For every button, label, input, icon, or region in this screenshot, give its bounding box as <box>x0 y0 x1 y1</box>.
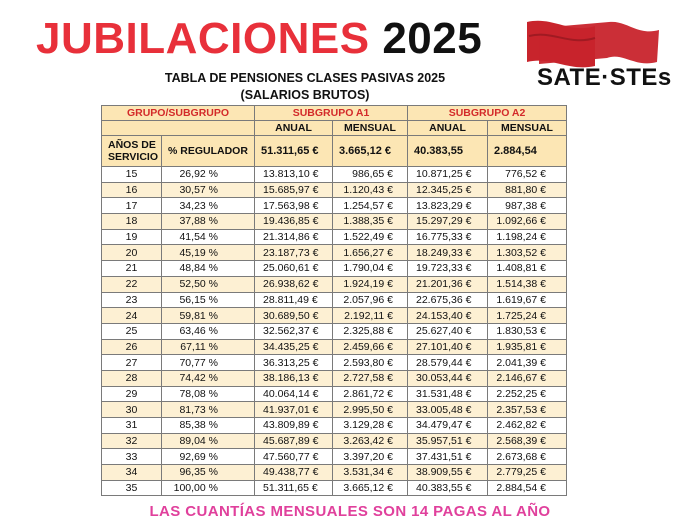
years-cell: 29 <box>102 386 162 402</box>
years-cell: 27 <box>102 355 162 371</box>
regulator-cell: 37,88 % <box>162 214 255 230</box>
pensions-table <box>101 105 567 496</box>
a1-monthly-cell: 2.459,66 € <box>333 339 408 355</box>
years-cell: 32 <box>102 433 162 449</box>
a2-monthly-cell: 2.568,39 € <box>488 433 567 449</box>
blank-cell <box>102 121 255 136</box>
years-cell: 21 <box>102 261 162 277</box>
a1-annual-cell: 21.314,86 € <box>255 229 333 245</box>
years-cell: 35 <box>102 480 162 496</box>
a2-annual-cell: 19.723,33 € <box>408 261 488 277</box>
a1-annual-cell: 26.938,62 € <box>255 276 333 292</box>
years-cell: 33 <box>102 449 162 465</box>
a1-header: SUBGRUPO A1 <box>255 106 408 121</box>
a1-monthly-cell: 1.790,04 € <box>333 261 408 277</box>
a1-monthly-cell: 1.388,35 € <box>333 214 408 230</box>
a2-monthly-cell: 1.408,81 € <box>488 261 567 277</box>
regulator-cell: 74,42 % <box>162 370 255 386</box>
a1-annual-cell: 19.436,85 € <box>255 214 333 230</box>
regulator-cell: 78,08 % <box>162 386 255 402</box>
a1-annual-cell: 32.562,37 € <box>255 323 333 339</box>
table-row <box>102 245 567 261</box>
table-row <box>102 276 567 292</box>
regulator-cell: 56,15 % <box>162 292 255 308</box>
regulator-cell: 48,84 % <box>162 261 255 277</box>
years-cell: 31 <box>102 418 162 434</box>
table-row <box>102 433 567 449</box>
years-cell: 28 <box>102 370 162 386</box>
a1-monthly-cell: 986,65 € <box>333 167 408 183</box>
a1-monthly-cell: 2.727,58 € <box>333 370 408 386</box>
a2-annual-cell: 18.249,33 € <box>408 245 488 261</box>
a2-annual-cell: 31.531,48 € <box>408 386 488 402</box>
a2-monthly-header: MENSUAL <box>488 121 567 136</box>
regulator-cell: 26,92 % <box>162 167 255 183</box>
a2-monthly-cell: 2.041,39 € <box>488 355 567 371</box>
a1-annual-cell: 41.937,01 € <box>255 402 333 418</box>
regulator-cell: 59,81 % <box>162 308 255 324</box>
a2-monthly-cell: 1.935,81 € <box>488 339 567 355</box>
a1-annual-header: ANUAL <box>255 121 333 136</box>
years-cell: 18 <box>102 214 162 230</box>
years-cell: 16 <box>102 182 162 198</box>
a1-monthly-cell: 1.924,19 € <box>333 276 408 292</box>
a1-monthly-cell: 2.995,50 € <box>333 402 408 418</box>
footer-note: LAS CUANTÍAS MENSUALES SON 14 PAGAS AL AÑO <box>149 503 551 520</box>
a2-header: SUBGRUPO A2 <box>408 106 567 121</box>
table-row <box>102 370 567 386</box>
table-row <box>102 182 567 198</box>
a1-annual-cell: 38.186,13 € <box>255 370 333 386</box>
period-header-row <box>102 121 567 136</box>
a2-monthly-cell: 1.619,67 € <box>488 292 567 308</box>
a1-monthly-cell: 2.861,72 € <box>333 386 408 402</box>
a2-monthly-cell: 1.092,66 € <box>488 214 567 230</box>
a2-monthly-cell: 2.462,82 € <box>488 418 567 434</box>
table-row <box>102 323 567 339</box>
a1-annual-cell: 36.313,25 € <box>255 355 333 371</box>
a2-annual-cell: 12.345,25 € <box>408 182 488 198</box>
a1-annual-cell: 25.060,61 € <box>255 261 333 277</box>
table-row <box>102 308 567 324</box>
years-cell: 17 <box>102 198 162 214</box>
a2-monthly-cell: 2.252,25 € <box>488 386 567 402</box>
years-header-line1: AÑOS DE <box>108 139 156 151</box>
a2-monthly-cell: 987,38 € <box>488 198 567 214</box>
regulator-cell: 63,46 % <box>162 323 255 339</box>
table-row <box>102 339 567 355</box>
a1-monthly-cell: 2.593,80 € <box>333 355 408 371</box>
base-a2-monthly: 2.884,54 <box>488 136 567 167</box>
logo-text: SATE·STEs <box>537 64 672 91</box>
a1-monthly-cell: 3.397,20 € <box>333 449 408 465</box>
a1-monthly-cell: 3.263,42 € <box>333 433 408 449</box>
a1-monthly-cell: 3.129,28 € <box>333 418 408 434</box>
base-a1-monthly: 3.665,12 € <box>333 136 408 167</box>
a1-annual-cell: 40.064,14 € <box>255 386 333 402</box>
a2-annual-cell: 21.201,36 € <box>408 276 488 292</box>
a2-monthly-cell: 1.725,24 € <box>488 308 567 324</box>
table-subtitle: (SALARIOS BRUTOS) <box>240 88 370 102</box>
years-cell: 24 <box>102 308 162 324</box>
a2-annual-cell: 25.627,40 € <box>408 323 488 339</box>
years-cell: 22 <box>102 276 162 292</box>
table-row <box>102 229 567 245</box>
base-a2-annual: 40.383,55 <box>408 136 488 167</box>
a1-annual-cell: 28.811,49 € <box>255 292 333 308</box>
regulator-cell: 81,73 % <box>162 402 255 418</box>
a1-monthly-cell: 3.531,34 € <box>333 465 408 481</box>
group-header: GRUPO/SUBGRUPO <box>102 106 255 121</box>
table-row <box>102 402 567 418</box>
a2-monthly-cell: 2.673,68 € <box>488 449 567 465</box>
a2-monthly-cell: 2.884,54 € <box>488 480 567 496</box>
a1-monthly-cell: 2.192,11 € <box>333 308 408 324</box>
sate-stes-logo <box>523 18 673 93</box>
a1-annual-cell: 43.809,89 € <box>255 418 333 434</box>
a1-monthly-cell: 2.057,96 € <box>333 292 408 308</box>
a2-monthly-cell: 2.357,53 € <box>488 402 567 418</box>
a1-annual-cell: 13.813,10 € <box>255 167 333 183</box>
a1-monthly-cell: 1.254,57 € <box>333 198 408 214</box>
regulator-cell: 70,77 % <box>162 355 255 371</box>
a1-annual-cell: 49.438,77 € <box>255 465 333 481</box>
years-header <box>102 136 162 167</box>
base-row <box>102 136 567 167</box>
a2-monthly-cell: 881,80 € <box>488 182 567 198</box>
a2-monthly-cell: 2.146,67 € <box>488 370 567 386</box>
years-header-line2: SERVICIO <box>108 151 158 163</box>
a2-annual-cell: 27.101,40 € <box>408 339 488 355</box>
table-row <box>102 214 567 230</box>
regulator-cell: 85,38 % <box>162 418 255 434</box>
table-row <box>102 167 567 183</box>
a2-annual-cell: 33.005,48 € <box>408 402 488 418</box>
a1-annual-cell: 17.563,98 € <box>255 198 333 214</box>
table-row <box>102 261 567 277</box>
table-row <box>102 418 567 434</box>
years-cell: 15 <box>102 167 162 183</box>
a1-annual-cell: 23.187,73 € <box>255 245 333 261</box>
table-row <box>102 292 567 308</box>
regulator-cell: 92,69 % <box>162 449 255 465</box>
a1-annual-cell: 15.685,97 € <box>255 182 333 198</box>
a2-monthly-cell: 1.198,24 € <box>488 229 567 245</box>
regulator-cell: 52,50 % <box>162 276 255 292</box>
a2-annual-cell: 10.871,25 € <box>408 167 488 183</box>
a2-annual-cell: 22.675,36 € <box>408 292 488 308</box>
regulator-cell: 67,11 % <box>162 339 255 355</box>
years-cell: 23 <box>102 292 162 308</box>
a1-annual-cell: 47.560,77 € <box>255 449 333 465</box>
a2-monthly-cell: 2.779,25 € <box>488 465 567 481</box>
a2-annual-cell: 35.957,51 € <box>408 433 488 449</box>
a2-monthly-cell: 1.830,53 € <box>488 323 567 339</box>
group-header-row <box>102 106 567 121</box>
table-row <box>102 386 567 402</box>
a1-annual-cell: 51.311,65 € <box>255 480 333 496</box>
table-row <box>102 355 567 371</box>
a1-monthly-cell: 1.522,49 € <box>333 229 408 245</box>
regulator-cell: 89,04 % <box>162 433 255 449</box>
years-cell: 30 <box>102 402 162 418</box>
regulator-cell: 41,54 % <box>162 229 255 245</box>
a1-monthly-cell: 1.120,43 € <box>333 182 408 198</box>
a1-annual-cell: 34.435,25 € <box>255 339 333 355</box>
a2-annual-cell: 34.479,47 € <box>408 418 488 434</box>
a2-annual-cell: 38.909,55 € <box>408 465 488 481</box>
regulator-cell: 34,23 % <box>162 198 255 214</box>
years-cell: 20 <box>102 245 162 261</box>
a2-annual-cell: 37.431,51 € <box>408 449 488 465</box>
regulator-cell: 45,19 % <box>162 245 255 261</box>
a1-annual-cell: 45.687,89 € <box>255 433 333 449</box>
years-cell: 19 <box>102 229 162 245</box>
table-row <box>102 480 567 496</box>
table-row <box>102 465 567 481</box>
a2-monthly-cell: 1.514,38 € <box>488 276 567 292</box>
a1-monthly-cell: 2.325,88 € <box>333 323 408 339</box>
years-cell: 26 <box>102 339 162 355</box>
title-year: 2025 <box>382 14 483 63</box>
table-title: TABLA DE PENSIONES CLASES PASIVAS 2025 <box>164 71 446 85</box>
a2-annual-cell: 24.153,40 € <box>408 308 488 324</box>
table-row <box>102 449 567 465</box>
regulator-cell: 100,00 % <box>162 480 255 496</box>
years-cell: 25 <box>102 323 162 339</box>
a2-annual-cell: 40.383,55 € <box>408 480 488 496</box>
a2-annual-cell: 30.053,44 € <box>408 370 488 386</box>
a1-annual-cell: 30.689,50 € <box>255 308 333 324</box>
a2-annual-cell: 15.297,29 € <box>408 214 488 230</box>
table-row <box>102 198 567 214</box>
a1-monthly-cell: 3.665,12 € <box>333 480 408 496</box>
a2-annual-header: ANUAL <box>408 121 488 136</box>
title-word: JUBILACIONES <box>36 14 370 63</box>
a2-annual-cell: 28.579,44 € <box>408 355 488 371</box>
a1-monthly-header: MENSUAL <box>333 121 408 136</box>
page-title <box>36 14 482 64</box>
flag-icon <box>523 18 673 68</box>
regulator-cell: 30,57 % <box>162 182 255 198</box>
a1-monthly-cell: 1.656,27 € <box>333 245 408 261</box>
a2-annual-cell: 16.775,33 € <box>408 229 488 245</box>
a2-monthly-cell: 776,52 € <box>488 167 567 183</box>
base-a1-annual: 51.311,65 € <box>255 136 333 167</box>
regulator-header: % REGULADOR <box>162 136 255 167</box>
a2-annual-cell: 13.823,29 € <box>408 198 488 214</box>
years-cell: 34 <box>102 465 162 481</box>
regulator-cell: 96,35 % <box>162 465 255 481</box>
a2-monthly-cell: 1.303,52 € <box>488 245 567 261</box>
